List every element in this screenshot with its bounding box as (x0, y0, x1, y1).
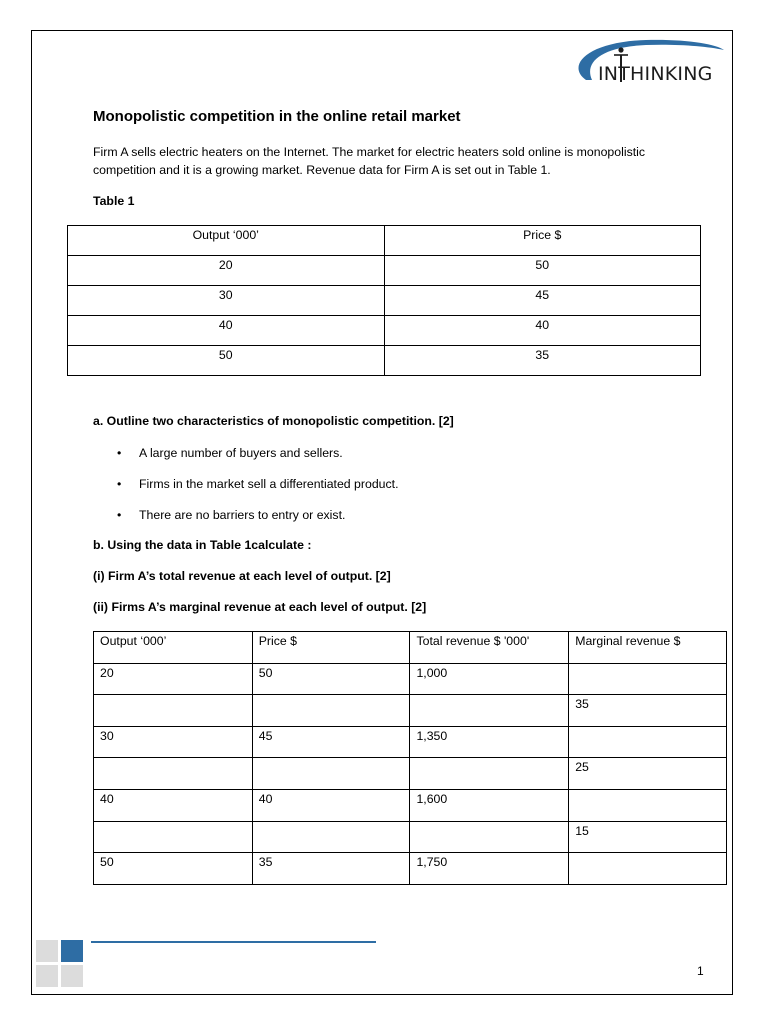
table-row (94, 663, 727, 695)
table-cell: 1,350 (410, 726, 569, 758)
table-cell: 15 (569, 821, 727, 853)
table1-header-row (68, 226, 701, 256)
table-cell: 50 (68, 346, 385, 376)
table-cell (569, 853, 727, 885)
table-cell: 35 (252, 853, 410, 885)
table-cell (569, 789, 727, 821)
table-cell: 30 (94, 726, 253, 758)
table-cell: 30 (68, 286, 385, 316)
table2-header-total-revenue: Total revenue $ '000' (410, 632, 569, 664)
table-cell: 1,600 (410, 789, 569, 821)
list-item (117, 476, 399, 507)
table2-header-row (94, 632, 727, 664)
table-cell (94, 695, 253, 727)
table-row (68, 346, 701, 376)
question-a: a. Outline two characteristics of monopolistic competition. [2] (93, 414, 454, 428)
inthinking-logo (566, 36, 726, 86)
table-cell: 40 (384, 316, 701, 346)
table-cell: 35 (569, 695, 727, 727)
table-cell (252, 758, 410, 790)
footer-square-accent (61, 940, 83, 962)
footer-square-light (36, 940, 58, 962)
table-cell: 35 (384, 346, 701, 376)
page-number: 1 (697, 964, 704, 978)
bullet-icon: • (117, 477, 122, 491)
question-a-answer-list (117, 445, 399, 538)
footer-square-light (61, 965, 83, 987)
table1-header-output: Output ‘000’ (68, 226, 385, 256)
table-cell: 45 (252, 726, 410, 758)
table-cell (569, 726, 727, 758)
table-row (94, 695, 727, 727)
intro-paragraph: Firm A sells electric heaters on the Internet. The market for electric heaters sold online is monopolistic competition and it is a growing market. Revenue data for Firm A is set out in Table 1. (93, 145, 646, 177)
table-cell: 40 (94, 789, 253, 821)
table-cell (94, 821, 253, 853)
table-cell: 50 (94, 853, 253, 885)
table-cell (94, 758, 253, 790)
table-cell: 50 (252, 663, 410, 695)
table-row (94, 789, 727, 821)
table2-header-output: Output ‘000’ (94, 632, 253, 664)
table-cell: 40 (68, 316, 385, 346)
table-cell (410, 821, 569, 853)
question-b: b. Using the data in Table 1calculate : (93, 538, 312, 552)
page-title: Monopolistic competition in the online retail market (93, 108, 461, 125)
bullet-icon: • (117, 508, 122, 522)
table-cell: 45 (384, 286, 701, 316)
table-cell: 40 (252, 789, 410, 821)
list-item-text: A large number of buyers and sellers. (139, 446, 343, 460)
table-row (68, 316, 701, 346)
list-item (117, 507, 399, 538)
bullet-icon: • (117, 446, 122, 460)
table-row (94, 821, 727, 853)
table2 (93, 631, 727, 885)
table1 (67, 225, 701, 376)
table-cell: 1,750 (410, 853, 569, 885)
table-cell: 25 (569, 758, 727, 790)
table-cell (252, 695, 410, 727)
footer-rule (91, 941, 376, 943)
table2-header-price: Price $ (252, 632, 410, 664)
question-b-part-ii: (ii) Firms A’s marginal revenue at each level of output. [2] (93, 600, 427, 614)
table-cell (252, 821, 410, 853)
logo-wordmark: INTHINKING (598, 63, 713, 85)
table-cell: 50 (384, 256, 701, 286)
table-row (94, 853, 727, 885)
table-cell: 20 (94, 663, 253, 695)
table1-header-price: Price $ (384, 226, 701, 256)
table1-caption: Table 1 (93, 194, 135, 208)
table-row (68, 286, 701, 316)
table-cell: 20 (68, 256, 385, 286)
table-row (94, 726, 727, 758)
list-item-text: Firms in the market sell a differentiated product. (139, 477, 399, 491)
table-row (94, 758, 727, 790)
table-row (68, 256, 701, 286)
footer-squares-decoration (36, 940, 84, 988)
table2-header-marginal-revenue: Marginal revenue $ (569, 632, 727, 664)
list-item (117, 445, 399, 476)
footer-square-light (36, 965, 58, 987)
table-cell (410, 695, 569, 727)
table-cell (569, 663, 727, 695)
table-cell: 1,000 (410, 663, 569, 695)
table-cell (410, 758, 569, 790)
list-item-text: There are no barriers to entry or exist. (139, 508, 346, 522)
question-b-part-i: (i) Firm A’s total revenue at each level of output. [2] (93, 569, 391, 583)
